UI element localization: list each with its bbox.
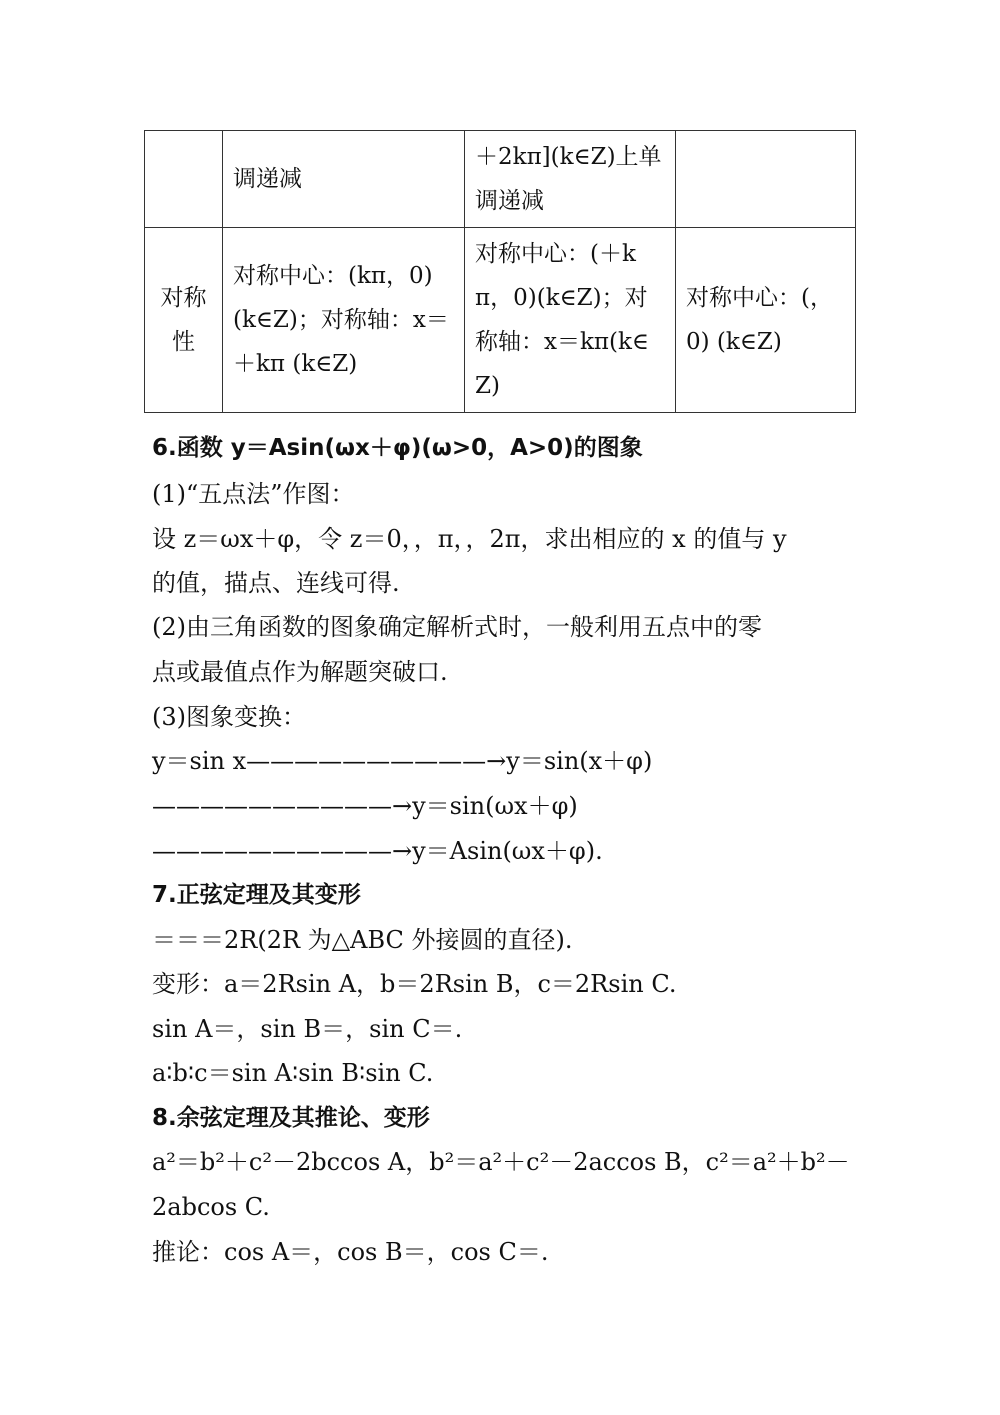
paragraph: 设 z＝ωx＋φ，令 z＝0，，π，，2π，求出相应的 x 的值与 y xyxy=(152,525,787,553)
table-row-header: 对称性 xyxy=(145,228,223,413)
paragraph: a∶b∶c＝sin A∶sin B∶sin C. xyxy=(152,1059,434,1087)
section-6-title: 6.函数 y＝Asin(ωx＋φ)(ω>0，A>0)的图象 xyxy=(152,435,643,461)
paragraph: (2)由三角函数的图象确定解析式时，一般利用五点中的零 xyxy=(152,613,762,641)
paragraph: 变形：a＝2Rsin A，b＝2Rsin B，c＝2Rsin C. xyxy=(152,970,677,998)
paragraph: sin A＝，sin B＝，sin C＝. xyxy=(152,1015,463,1043)
transform-step: ——————————→y＝Asin(ωx＋φ). xyxy=(152,837,603,865)
table-cell: 对称中心：(，0) (k∈Z) xyxy=(676,228,856,413)
paragraph: a²＝b²＋c²－2bccos A，b²＝a²＋c²－2accos B，c²＝a²＋b²－ xyxy=(152,1148,850,1176)
table-cell: 调递减 xyxy=(223,131,465,228)
table-cell: 对称中心：(＋kπ，0)(k∈Z)；对称轴：x＝kπ(k∈Z) xyxy=(465,228,676,413)
paragraph: 推论：cos A＝，cos B＝，cos C＝. xyxy=(152,1238,549,1266)
transform-step: ——————————→y＝sin(ωx＋φ) xyxy=(152,792,578,820)
section-8-title: 8.余弦定理及其推论、变形 xyxy=(152,1105,430,1131)
paragraph: 点或最值点作为解题突破口. xyxy=(152,658,448,686)
paragraph: (3)图象变换： xyxy=(152,703,306,731)
table-row xyxy=(145,131,856,228)
table-row xyxy=(145,228,856,413)
table-cell: 对称中心：(kπ，0)(k∈Z)；对称轴：x＝＋kπ (k∈Z) xyxy=(223,228,465,413)
section-7-title: 7.正弦定理及其变形 xyxy=(152,882,361,908)
paragraph: (1)“五点法”作图： xyxy=(152,480,355,508)
table-cell xyxy=(676,131,856,228)
paragraph: ＝＝＝2R(2R 为△ABC 外接圆的直径). xyxy=(152,926,573,954)
paragraph: 的值，描点、连线可得. xyxy=(152,569,400,597)
transform-step: y＝sin x——————————→y＝sin(x＋φ) xyxy=(152,747,653,775)
function-properties-table xyxy=(144,130,856,413)
table-cell: ＋2kπ](k∈Z)上单调递减 xyxy=(465,131,676,228)
paragraph: 2abcos C. xyxy=(152,1193,270,1221)
table-cell xyxy=(145,131,223,228)
